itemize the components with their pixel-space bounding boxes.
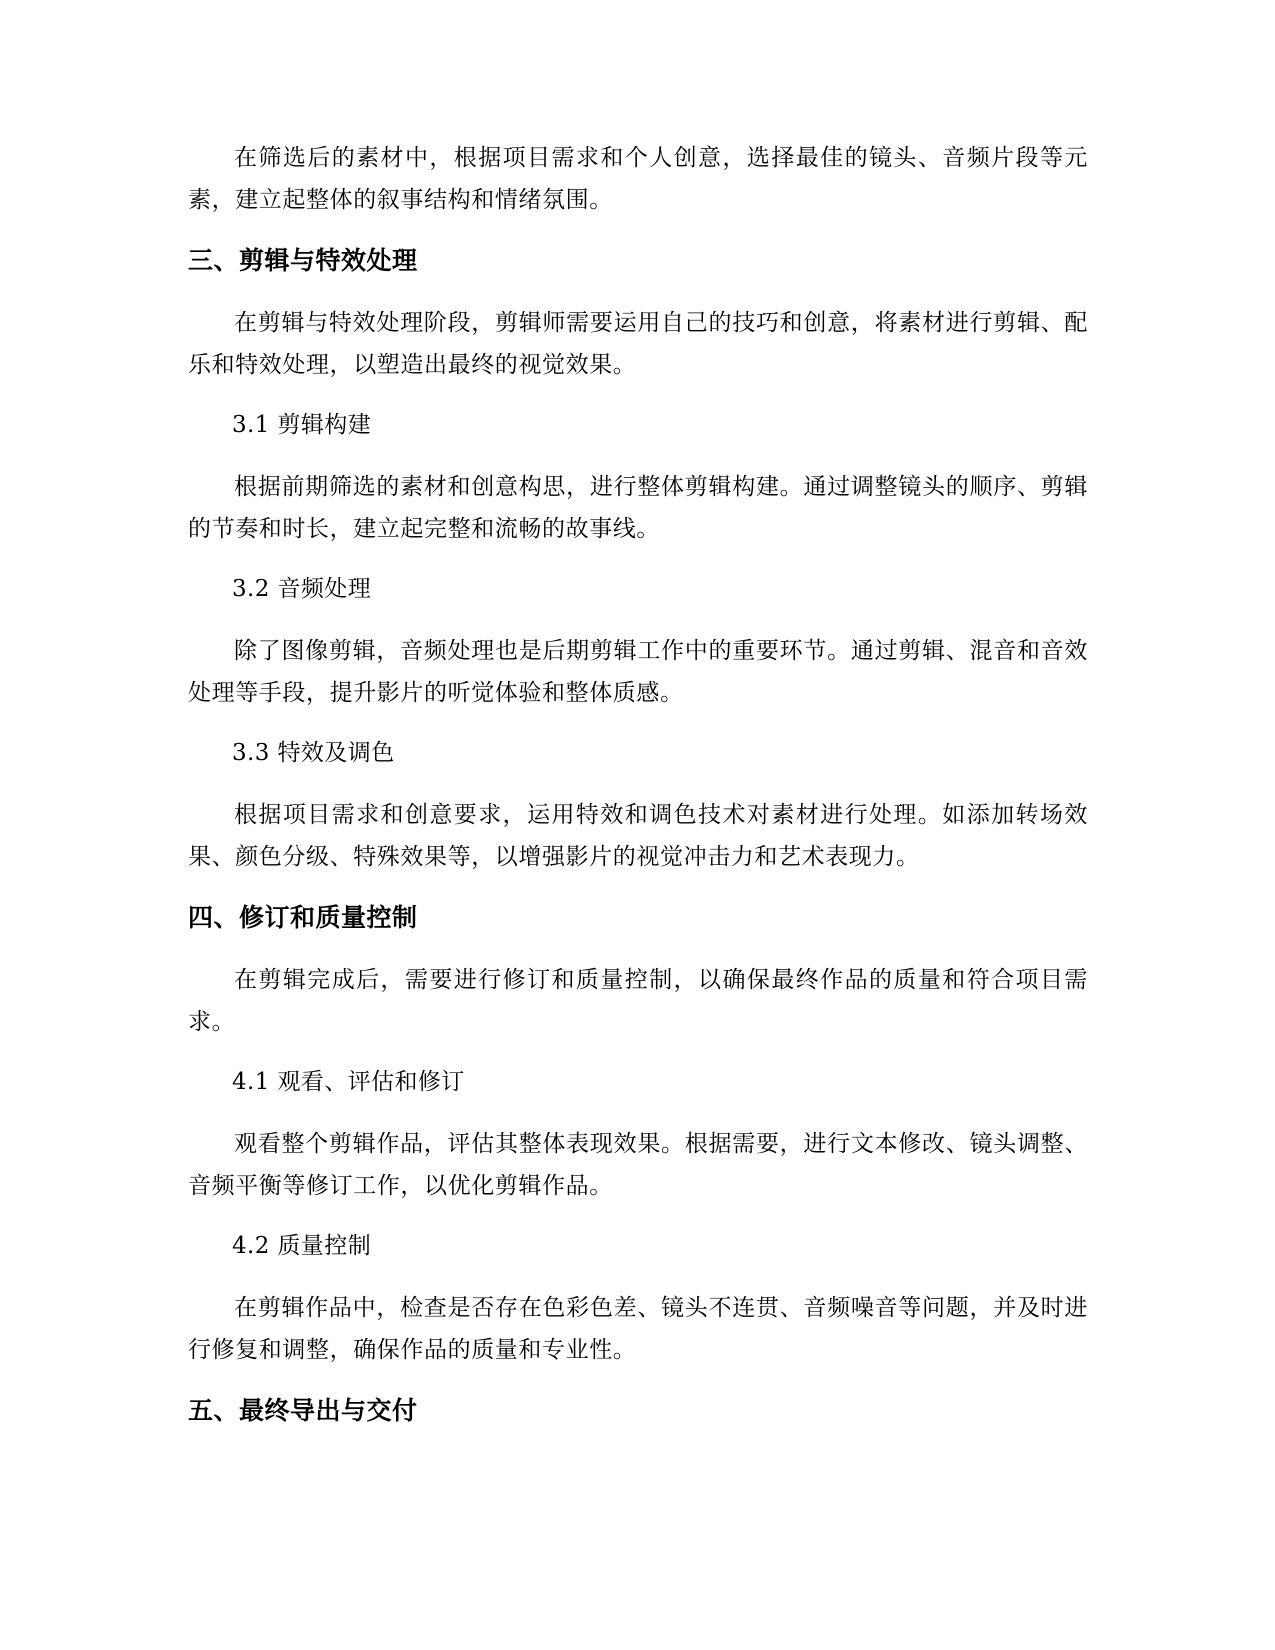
paragraph-4-2: 在剪辑作品中，检查是否存在色彩色差、镜头不连贯、音频噪音等问题，并及时进行修复和调整，确保作品的质量和专业性。 <box>188 1295 1088 1363</box>
paragraph-3-2: 除了图像剪辑，音频处理也是后期剪辑工作中的重要环节。通过剪辑、混音和音效处理等手段，提升影片的听觉体验和整体质感。 <box>188 638 1088 706</box>
paragraph-section-4-intro: 在剪辑完成后，需要进行修订和质量控制，以确保最终作品的质量和符合项目需求。 <box>188 967 1088 1035</box>
subheading-3-2: 3.2 音频处理 <box>232 576 372 602</box>
subheading-4-1: 4.1 观看、评估和修订 <box>232 1069 465 1095</box>
paragraph-section-3-intro: 在剪辑与特效处理阶段，剪辑师需要运用自己的技巧和创意，将素材进行剪辑、配乐和特效处理，以塑造出最终的视觉效果。 <box>188 310 1088 378</box>
heading-section-4: 四、修订和质量控制 <box>188 903 418 932</box>
heading-section-5: 五、最终导出与交付 <box>188 1396 418 1425</box>
paragraph-3-1: 根据前期筛选的素材和创意构思，进行整体剪辑构建。通过调整镜头的顺序、剪辑的节奏和时长，建立起完整和流畅的故事线。 <box>188 474 1088 542</box>
paragraph-4-1: 观看整个剪辑作品，评估其整体表现效果。根据需要，进行文本修改、镜头调整、音频平衡等修订工作，以优化剪辑作品。 <box>188 1131 1088 1199</box>
subheading-3-3: 3.3 特效及调色 <box>232 740 395 766</box>
paragraph-material-selection: 在筛选后的素材中，根据项目需求和个人创意，选择最佳的镜头、音频片段等元素，建立起整体的叙事结构和情绪氛围。 <box>188 145 1088 213</box>
subheading-4-2: 4.2 质量控制 <box>232 1233 372 1259</box>
subheading-3-1: 3.1 剪辑构建 <box>232 412 372 438</box>
heading-section-3: 三、剪辑与特效处理 <box>188 246 418 275</box>
paragraph-3-3: 根据项目需求和创意要求，运用特效和调色技术对素材进行处理。如添加转场效果、颜色分级、特殊效果等，以增强影片的视觉冲击力和艺术表现力。 <box>188 802 1088 870</box>
